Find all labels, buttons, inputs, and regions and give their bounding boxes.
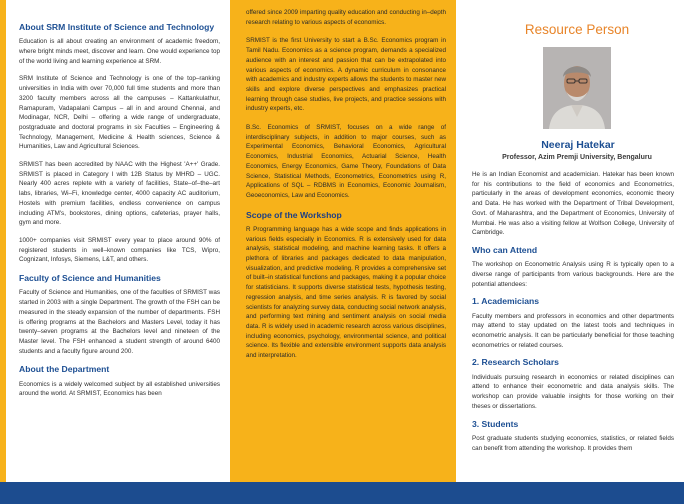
resource-person-bio: He is an Indian Economist and academician. Hatekar has been known for his contributions to the field of economics and Econometrics, particularly in the areas of development economics, economic theory and Data. He has worked with the Department of Tribal Development, Govt. of Maharashtra, and the Department of Economics, University of Mumbai. He was also a visiting fellow at Wolfson College, University of Cambridge. [472,171,674,237]
department-paragraph: SRMIST is the first University to start a B.Sc. Economics program in Tamil Nadu. Economics as a science program, demands a specialized audience with an interest and passion that can be extrapolated into various aspects of economics. A dynamic curriculum in consonance with academics and industry experts allows the students to master new skills and explore diverse perspectives and emphasizes practical learning through case studies, live projects, and practice sessions with industry experts, etc. [246,37,446,113]
about-srm-paragraph: 1000+ companies visit SRMIST every year to place around 90% of registered students in well–known companies like TCS, Wipro, Cognizant, Infosys, Siemens, L&T, and others. [19,236,220,264]
column-middle [230,0,456,482]
department-paragraph: B.Sc. Economics of SRMIST, focuses on a wide range of interdisciplinary subjects, in addition to major courses, such as Experimental Economics, Behavioral Economics, Agricultural Economics, Industrial Economics, Actuarial Science, Health Economics, Energy Economics, Game Theory, Foundations of Data Science, Statistical Methods, Econometrics, Econometrics using R, Applications of SQL – RDBMS in Economics, Economic Journalism, Geoeconomics, Law and Economics. [246,124,446,199]
resource-person-title: Resource Person [524,22,630,37]
research-scholars-heading: 2. Research Scholars [472,357,559,368]
about-srm-paragraph: Education is all about creating an environment of academic freedom, where bright minds meet, discover and learn. One would experience top of the world living and learning experience at SRM. [19,38,220,65]
resource-person-name: Neeraj Hatekar [541,139,615,151]
research-scholars-paragraph: Individuals pursuing research in economics or related disciplines can attend to enhance their econometric and data analysis skills. The workshop can provide valuable insights for those working on their theses or dissertations. [472,373,674,410]
who-can-attend-heading: Who can Attend [472,244,538,255]
department-continued-paragraph: offered since 2009 imparting quality education and conducting in–depth research relating to various aspects of economics. [246,9,446,26]
academicians-heading: 1. Academicians [472,296,540,307]
faculty-heading: Faculty of Science and Humanities [19,273,161,284]
scope-heading: Scope of the Workshop [246,209,342,220]
department-paragraph: Economics is a widely welcomed subject by all established universities around the world. At SRMIST, Economics has been [19,380,220,398]
portrait-photo [543,47,611,129]
about-srm-paragraph: SRMIST has been accredited by NAAC with the Highest 'A++' Grade. SRMIST is placed in Category I with 12B Status by MHRD – UGC. Nearly 400 acres replete with a variety of facilities, State–of–the–art labs, libraries, Wi–Fi, knowledge center, 4000 capacity AC auditorium, Hostels with premium facilities, endless convenience on campus including ATM's, bookstores, dining options, cafeterias, prayer halls, gym and more. [19,161,220,227]
column-right [456,0,684,482]
scope-paragraph: R Programming language has a wide scope and finds applications in various fields especially in Economics. R is extensively used for data analysis, statistical modeling, and machine learning tasks. It offers a plethora of libraries and packages dedicated to data manipulation, visualization, and predictive modeling. R provides a comprehensive set of built–in statistical functions and packages, making it a popular choice for statisticians. It supports diverse statistical tests, hypothesis testing, regression analysis, and time series analysis. R is favored by social scientists for analyzing survey data, conducting social network analysis, and performing text mining and sentiment analysis on social media data. R is widely used in academic research across various disciplines, including economics, psychology, environmental science, and political science. Its flexible and extensible environment supports data analysis and interpretation. [246,225,446,360]
portrait-icon [543,47,611,129]
who-can-attend-paragraph: The workshop on Econometric Analysis using R is typically open to a diverse range of participants from various backgrounds. Here are the potential attendees: [472,261,674,288]
bottom-band [0,482,684,504]
students-heading: 3. Students [472,418,519,429]
department-heading: About the Department [19,364,110,375]
column-left [6,0,230,482]
resource-person-role: Professor, Azim Premji University, Bengaluru [502,154,652,161]
academicians-paragraph: Faculty members and professors in economics and other departments may attend to stay updated on the latest tools and techniques in econometric analysis. It can be particularly beneficial for those teaching econometrics or related courses. [472,312,674,349]
about-srm-heading: About SRM Institute of Science and Technology [19,22,215,32]
faculty-paragraph: Faculty of Science and Humanities, one of the faculties of SRMIST was started in 2003 with a single Department. The growth of the FSH can be measured in the steady expansion of the number of departments. FSH is offering programs at the Bachelors and Masters Level, today it has twenty–seven programs at the Bachelors level and nineteen of the Master level. The FSH enhanced a student strength of around 6400 students and a faculty figure around 200. [19,289,220,355]
students-paragraph: Post graduate students studying economics, statistics, or related fields can benefit from attending the workshop. It provides them [472,434,674,452]
about-srm-paragraph: SRM Institute of Science and Technology is one of the top–ranking universities in India with over 70,000 full time students and more than 3200 faculty members across all the campuses – Kattankulathur, Ramapuram, Vadapalani Campus – all in and around Chennai, and Modinagar, NCR, Delhi – offering a wide range of undergraduate, postgraduate and doctoral programs in six Faculties – Engineering & Technology, Management, Medicine & Health sciences, Science & Humanities, Law and Agricultural Sciences. [19,75,220,151]
